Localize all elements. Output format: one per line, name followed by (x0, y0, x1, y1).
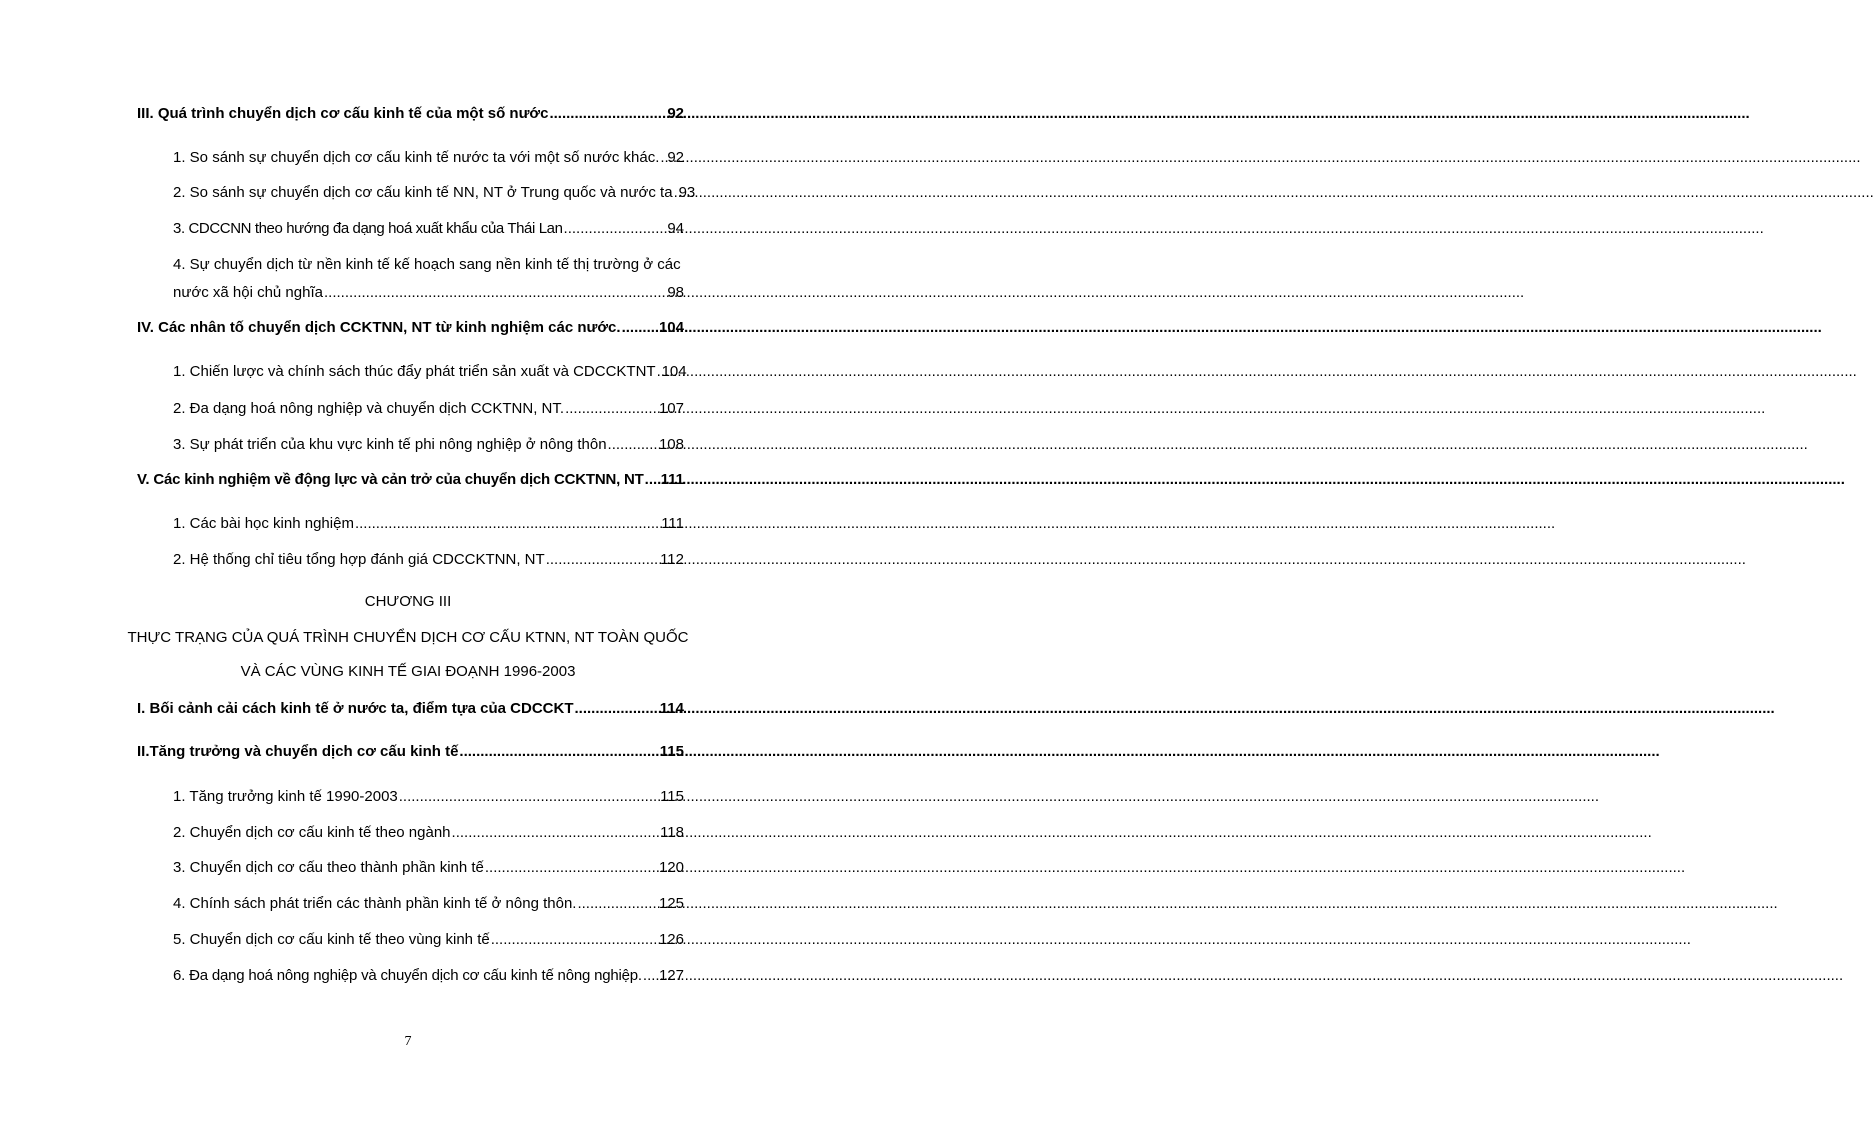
toc-entry-title: 2. So sánh sự chuyển dịch cơ cấu kinh tế NN, NT ở Trung quốc và nước ta (173, 184, 673, 201)
toc-entry-title: III. Quá trình chuyển dịch cơ cấu kinh tế của một số nước (137, 105, 549, 122)
toc-entry-page: 111 (661, 515, 684, 532)
dot-leader (355, 514, 660, 534)
toc-entry-title: 2. Chuyển dịch cơ cấu kinh tế theo ngành (173, 824, 451, 841)
toc-entry-section-iv[interactable] (137, 318, 684, 338)
chapter-title-line-2: VÀ CÁC VÙNG KINH TẾ GIAI ĐOẠNH 1996-2003 (240, 663, 576, 680)
toc-entry-page: 115 (659, 743, 684, 760)
toc-entry-page: 111 (660, 471, 684, 488)
dot-leader (674, 183, 678, 203)
toc-entry-3-3[interactable] (173, 219, 684, 239)
toc-entry-title: 1. Các bài học kinh nghiệm (173, 515, 354, 532)
dot-leader (577, 894, 658, 914)
dot-leader (574, 699, 658, 719)
dot-leader (660, 148, 666, 168)
toc-entry-title: IV. Các nhân tố chuyển dịch CCKTNN, NT từ kinh nghiệm các nước. (137, 319, 621, 336)
dot-leader (622, 318, 658, 338)
toc-entry-title: 2. Đa dạng hoá nông nghiệp và chuyển dịch CCKTNN, NT. (173, 400, 565, 417)
dot-leader (324, 283, 666, 303)
dot-leader (491, 930, 658, 950)
toc-entry-title: V. Các kinh nghiệm về động lực và cản trở của chuyển dịch CCKTNN, NT (137, 471, 644, 488)
toc-entry-title: nước xã hội chủ nghĩa (173, 284, 323, 301)
toc-entry-title: 1. Tăng trưởng kinh tế 1990-2003 (173, 788, 398, 805)
toc-entry-ch3-2-4[interactable] (173, 894, 684, 914)
toc-entry-page: 125 (658, 895, 684, 912)
dot-leader (564, 219, 667, 239)
toc-entry-title: 3. Chuyển dịch cơ cấu theo thành phần kinh tế (173, 859, 484, 876)
dot-leader (399, 787, 659, 807)
toc-entry-page: 120 (658, 859, 684, 876)
chapter-label: CHƯƠNG III (364, 593, 452, 610)
toc-entry-title: 1. Chiến lược và chính sách thúc đẩy phát triển sản xuất và CDCCKTNT (173, 363, 656, 380)
toc-entry-title: 3. Sự phát triển của khu vực kinh tế phi nông nghiệp ở nông thôn (173, 436, 607, 453)
toc-entry-ch3-section-ii[interactable] (137, 742, 684, 762)
toc-entry-page: 108 (658, 436, 684, 453)
dot-leader (643, 966, 658, 986)
dot-leader (485, 858, 658, 878)
toc-entry-section-iii[interactable] (137, 104, 684, 124)
toc-entry-title: 3. CDCCNN theo hướng đa dạng hoá xuất khẩu của Thái Lan (173, 220, 563, 237)
toc-entry-page: 92 (667, 149, 684, 166)
toc-entry-3-1[interactable] (173, 148, 684, 168)
toc-entry-page: 104 (661, 363, 687, 380)
toc-entry-3-4[interactable] (173, 283, 684, 303)
dot-leader (549, 104, 666, 124)
toc-entry-ch3-2-2[interactable] (173, 823, 684, 843)
toc-entry-4-2[interactable] (173, 399, 684, 419)
toc-entry-page: 107 (658, 400, 684, 417)
dot-leader (459, 742, 658, 762)
toc-entry-title: 1. So sánh sự chuyển dịch cơ cấu kinh tế nước ta với một số nước khác. (173, 149, 660, 166)
toc-entry-3-2[interactable] (173, 183, 696, 203)
page-number: 7 (404, 1034, 412, 1049)
toc-entry-title: II.Tăng trưởng và chuyển dịch cơ cấu kinh tế (137, 743, 459, 760)
dot-leader (657, 362, 661, 382)
toc-entry-page: 112 (660, 551, 684, 568)
dot-leader (608, 435, 658, 455)
toc-entry-title: 5. Chuyển dịch cơ cấu kinh tế theo vùng kinh tế (173, 931, 490, 948)
toc-entry-4-3[interactable] (173, 435, 684, 455)
toc-entry-4-1[interactable] (173, 362, 687, 382)
dot-leader (565, 399, 658, 419)
toc-entry-page: 126 (658, 931, 684, 948)
toc-entry-section-v[interactable] (137, 470, 684, 490)
toc-entry-5-2[interactable] (173, 550, 684, 570)
toc-entry-page: 114 (659, 700, 684, 717)
toc-entry-page: 98 (667, 284, 684, 301)
dot-leader (546, 550, 659, 570)
toc-entry-5-1[interactable] (173, 514, 684, 534)
toc-entry-page: 104 (658, 319, 684, 336)
dot-leader (452, 823, 660, 843)
toc-entry-ch3-2-3[interactable] (173, 858, 684, 878)
toc-entry-page: 94 (667, 220, 684, 237)
toc-entry-ch3-2-1[interactable] (173, 787, 684, 807)
toc-entry-ch3-2-5[interactable] (173, 930, 684, 950)
chapter-title-line-1: THỰC TRẠNG CỦA QUÁ TRÌNH CHUYỂN DỊCH CƠ CẤU KTNN, NT TOÀN QUỐC (127, 629, 689, 646)
toc-entry-ch3-2-6[interactable] (173, 966, 684, 986)
document-page (0, 0, 816, 1123)
toc-entry-page: 115 (660, 788, 684, 805)
toc-entry-title: 6. Đa dạng hoá nông nghiệp và chuyển dịch cơ cấu kinh tế nông nghiệp. (173, 967, 642, 984)
toc-entry-title: 4. Chính sách phát triển các thành phần kinh tế ở nông thôn. (173, 895, 577, 912)
toc-entry-title: 2. Hệ thống chỉ tiêu tổng hợp đánh giá CDCCKTNN, NT (173, 551, 545, 568)
toc-entry-title: I. Bối cảnh cải cách kinh tế ở nước ta, điểm tựa của CDCCKT (137, 700, 574, 717)
toc-entry-page: 118 (660, 824, 684, 841)
toc-entry-page: 92 (667, 105, 684, 122)
dot-leader (645, 470, 660, 490)
toc-entry-ch3-section-i[interactable] (137, 699, 684, 719)
toc-entry-page: 127 (658, 967, 684, 984)
toc-entry-page: 93 (678, 184, 696, 201)
toc-entry-3-4-line1: 4. Sự chuyển dịch từ nền kinh tế kế hoạch sang nền kinh tế thị trường ở các (173, 256, 681, 273)
